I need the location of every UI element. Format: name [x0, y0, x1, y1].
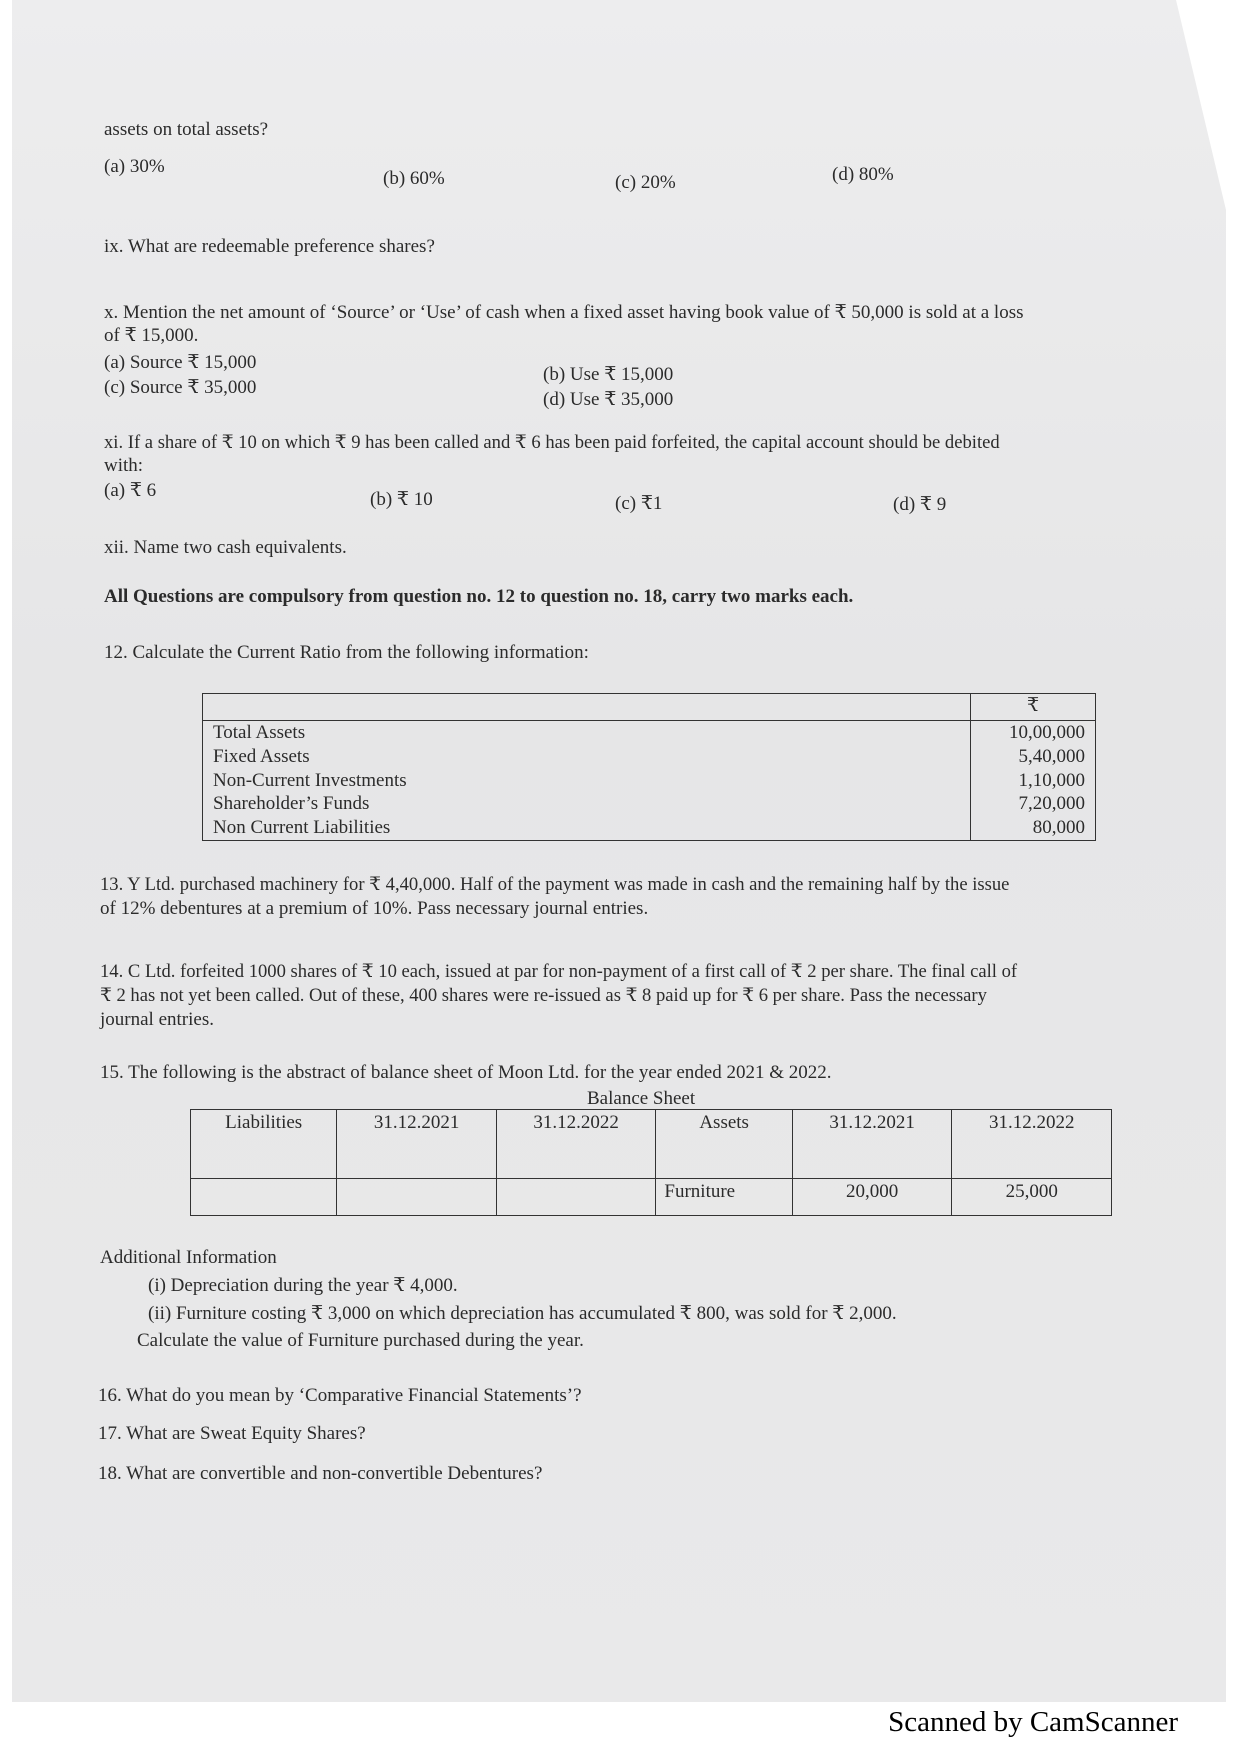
table-cell [191, 1179, 337, 1216]
q17-text: 17. What are Sweat Equity Shares? [98, 1423, 366, 1444]
q11-option-d: (d) ₹ 9 [893, 494, 947, 515]
q8-option-d: (d) 80% [832, 164, 894, 185]
q14-line1: 14. C Ltd. forfeited 1000 shares of ₹ 10 each, issued at par for non-payment of a first call of ₹ 2 per share. The final call of [100, 961, 1018, 982]
q8-option-b: (b) 60% [383, 168, 445, 189]
section-heading: All Questions are compulsory from question no. 12 to question no. 18, carry two marks each. [104, 586, 854, 607]
camscanner-stamp: Scanned by CamScanner [888, 1706, 1178, 1738]
q9-text: ix. What are redeemable preference shares? [104, 236, 435, 257]
q18-text: 18. What are convertible and non-convertible Debentures? [98, 1463, 543, 1484]
balance-sheet-title: Balance Sheet [587, 1088, 696, 1109]
q10-option-c: (c) Source ₹ 35,000 [104, 377, 257, 398]
table-row [203, 721, 1096, 841]
table-header-row [203, 694, 1096, 721]
q11-line2: with: [104, 455, 144, 476]
q8-option-a: (a) 30% [104, 156, 165, 177]
q12-text: 12. Calculate the Current Ratio from the following information: [104, 642, 589, 663]
header-cell: 31.12.2021 [337, 1110, 497, 1179]
q13-line1: 13. Y Ltd. purchased machinery for ₹ 4,40,000. Half of the payment was made in cash and the remaining half by the issue [100, 874, 1010, 895]
table-cell [337, 1179, 497, 1216]
q12s-text: xii. Name two cash equivalents. [104, 537, 347, 558]
q10-line2: of ₹ 15,000. [104, 325, 199, 346]
additional-info-calc: Calculate the value of Furniture purchased during the year. [137, 1330, 584, 1351]
row-value: 80,000 [1032, 817, 1085, 838]
header-cell: 31.12.2022 [496, 1110, 656, 1179]
q15-text: 15. The following is the abstract of balance sheet of Moon Ltd. for the year ended 2021 & 2022. [100, 1062, 832, 1083]
table-cell: 25,000 [952, 1179, 1112, 1216]
additional-info-1: (i) Depreciation during the year ₹ 4,000. [148, 1275, 458, 1296]
balance-sheet-table [190, 1109, 1112, 1216]
current-ratio-table [202, 693, 1096, 841]
q16-text: 16. What do you mean by ‘Comparative Financial Statements’? [98, 1385, 582, 1406]
header-cell: 31.12.2021 [792, 1110, 952, 1179]
table-cell: 20,000 [792, 1179, 952, 1216]
page-fold-corner [1176, 0, 1226, 210]
table-cell [496, 1179, 656, 1216]
table-cell [203, 694, 971, 721]
currency-symbol-cell: ₹ [971, 694, 1096, 721]
ratio-values-cell [971, 721, 1096, 841]
row-label: Fixed Assets [213, 745, 310, 767]
q8-stem: assets on total assets? [104, 119, 269, 140]
row-value: 7,20,000 [1018, 793, 1085, 815]
header-cell: 31.12.2022 [952, 1110, 1112, 1179]
q10-option-b: (b) Use ₹ 15,000 [543, 364, 674, 385]
row-label: Shareholder’s Funds [213, 793, 370, 815]
row-value: 1,10,000 [1018, 769, 1085, 791]
q11-option-b: (b) ₹ 10 [370, 489, 433, 510]
row-label: Non Current Liabilities [213, 817, 391, 838]
table-header-row [191, 1110, 1112, 1179]
q10-option-a: (a) Source ₹ 15,000 [104, 352, 257, 373]
header-cell: Liabilities [191, 1110, 337, 1179]
q14-line2: ₹ 2 has not yet been called. Out of these, 400 shares were re-issued as ₹ 8 paid up for ₹ 6 per share. Pass the necessary [100, 985, 987, 1006]
q8-option-c: (c) 20% [615, 172, 676, 193]
row-label: Total Assets [213, 722, 306, 743]
q13-line2: of 12% debentures at a premium of 10%. Pass necessary journal entries. [100, 898, 649, 919]
row-label: Non-Current Investments [213, 769, 407, 791]
table-cell: Furniture [656, 1179, 793, 1216]
q14-line3: journal entries. [100, 1009, 214, 1030]
additional-info-heading: Additional Information [100, 1247, 277, 1268]
table-row [191, 1179, 1112, 1216]
row-value: 5,40,000 [1018, 745, 1085, 767]
q11-line1: xi. If a share of ₹ 10 on which ₹ 9 has been called and ₹ 6 has been paid forfeited, the capital account should be debited [104, 432, 1000, 453]
q10-line1: x. Mention the net amount of ‘Source’ or ‘Use’ of cash when a fixed asset having book value of ₹ 50,000 is sold at a loss [104, 302, 1024, 323]
q11-option-a: (a) ₹ 6 [104, 480, 157, 501]
row-value: 10,00,000 [1009, 722, 1085, 743]
header-cell: Assets [656, 1110, 793, 1179]
additional-info-2: (ii) Furniture costing ₹ 3,000 on which depreciation has accumulated ₹ 800, was sold for ₹ 2,000. [148, 1303, 897, 1324]
q11-option-c: (c) ₹1 [615, 493, 663, 514]
ratio-labels-cell [203, 721, 971, 841]
q10-option-d: (d) Use ₹ 35,000 [543, 389, 674, 410]
